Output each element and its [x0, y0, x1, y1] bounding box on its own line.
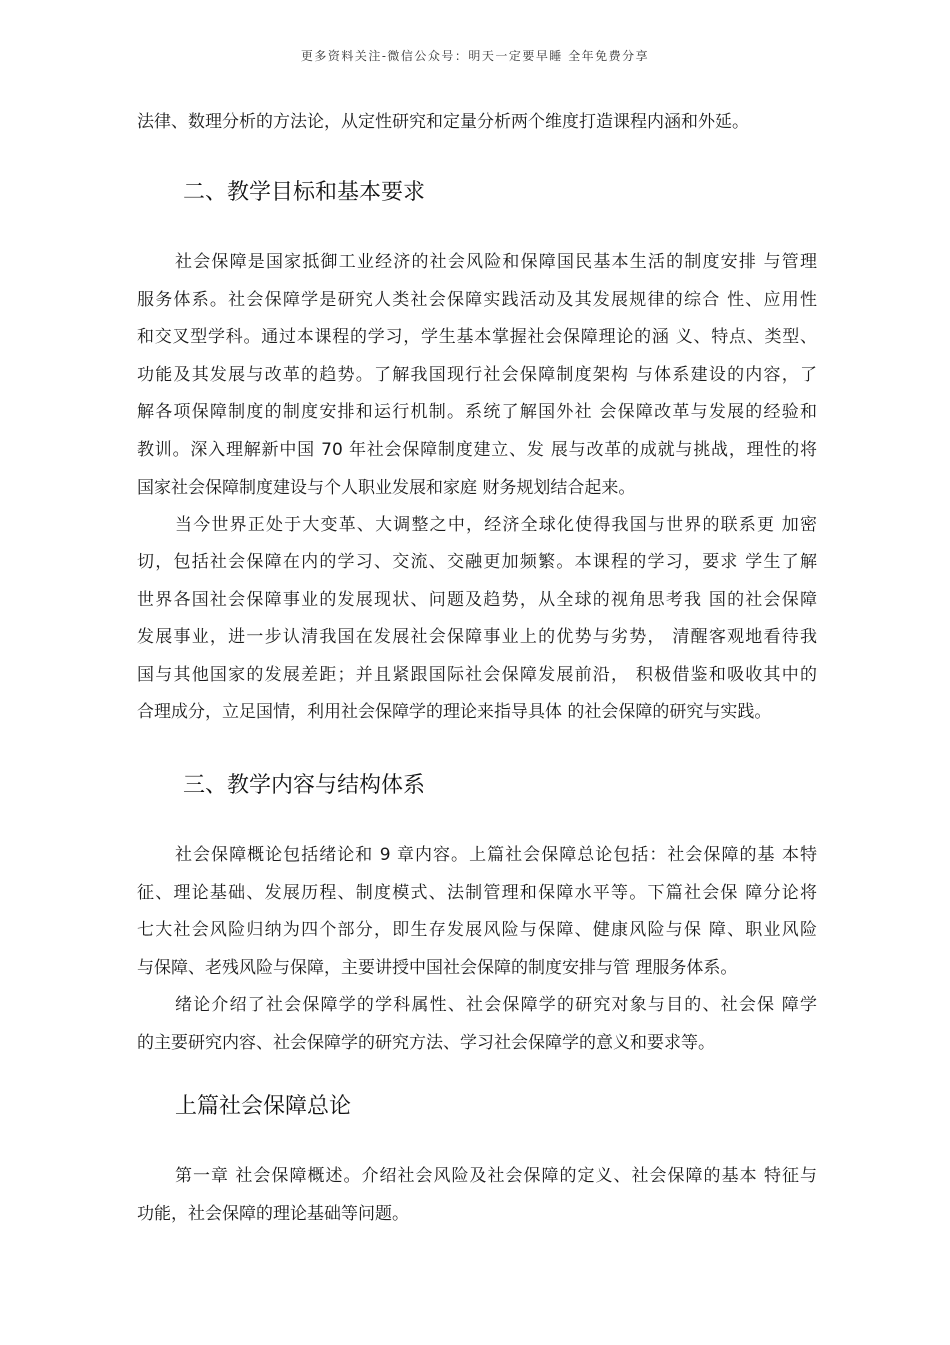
paragraph-line: 合理成分，立足国情，利用社会保障学的理论来指导具体 的社会保障的研究与实践。 — [137, 702, 772, 722]
paragraph-line: 国家社会保障制度建设与个人职业发展和家庭 财务规划结合起来。 — [137, 478, 636, 498]
paragraph-line: 与保障、老残风险与保障，主要讲授中国社会保障的制度安排与管 理服务体系。 — [137, 958, 738, 978]
part-heading: 上篇社会保障总论 — [175, 1094, 352, 1119]
header-note: 更多资料关注-微信公众号：明天一定要早睡 全年免费分享 — [300, 49, 650, 63]
paragraph-line: 和交叉型学科。通过本课程的学习，学生基本掌握社会保障理论的涵 义、特点、类型、 — [137, 327, 817, 347]
paragraph-line: 世界各国社会保障事业的发展现状、问题及趋势，从全球的视角思考我 国的社会保障 — [137, 590, 817, 610]
paragraph-line: 第一章 社会保障概述。介绍社会风险及社会保障的定义、社会保障的基本 特征与 — [175, 1166, 817, 1186]
paragraph-line: 服务体系。社会保障学是研究人类社会保障实践活动及其发展规律的综合 性、应用性 — [137, 290, 817, 310]
paragraph-line: 七大社会风险归纳为四个部分，即生存发展风险与保障、健康风险与保 障、职业风险 — [137, 920, 817, 940]
paragraph-line: 征、理论基础、发展历程、制度模式、法制管理和保障水平等。下篇社会保 障分论将 — [137, 883, 817, 903]
paragraph-line: 切，包括社会保障在内的学习、交流、交融更加频繁。本课程的学习，要求 学生了解 — [137, 552, 817, 572]
paragraph-line: 教训。深入理解新中国 70 年社会保障制度建立、发 展与改革的成就与挑战，理性的将 — [137, 440, 817, 460]
paragraph-line: 解各项保障制度的制度安排和运行机制。系统了解国外社 会保障改革与发展的经验和 — [137, 402, 817, 422]
paragraph-line: 法律、数理分析的方法论，从定性研究和定量分析两个维度打造课程内涵和外延。 — [137, 112, 749, 132]
section-heading-3: 三、教学内容与结构体系 — [183, 773, 426, 798]
paragraph-line: 发展事业，进一步认清我国在发展社会保障事业上的优势与劣势， 清醒客观地看待我 — [137, 627, 817, 647]
paragraph-line: 当今世界正处于大变革、大调整之中，经济全球化使得我国与世界的联系更 加密 — [175, 515, 817, 535]
paragraph-line: 功能，社会保障的理论基础等问题。 — [137, 1204, 409, 1224]
paragraph-line: 国与其他国家的发展差距；并且紧跟国际社会保障发展前沿， 积极借鉴和吸收其中的 — [137, 665, 817, 685]
paragraph-line: 的主要研究内容、社会保障学的研究方法、学习社会保障学的意义和要求等。 — [137, 1033, 715, 1053]
paragraph-line: 功能及其发展与改革的趋势。了解我国现行社会保障制度架构 与体系建设的内容，了 — [137, 365, 817, 385]
paragraph-line: 社会保障是国家抵御工业经济的社会风险和保障国民基本生活的制度安排 与管理 — [175, 252, 817, 272]
paragraph-line: 绪论介绍了社会保障学的学科属性、社会保障学的研究对象与目的、社会保 障学 — [175, 995, 817, 1015]
paragraph-line: 社会保障概论包括绪论和 9 章内容。上篇社会保障总论包括：社会保障的基 本特 — [175, 845, 817, 865]
section-heading-2: 二、教学目标和基本要求 — [183, 180, 426, 205]
